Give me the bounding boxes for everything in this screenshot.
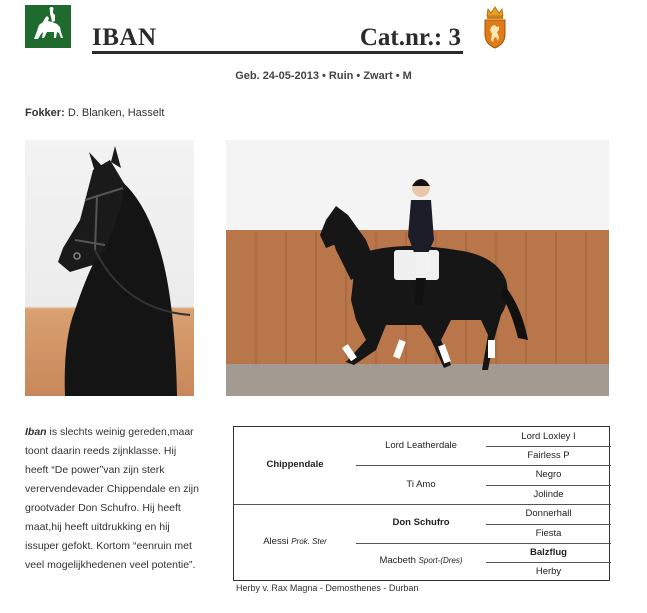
description-line: Iban is slechts weinig gereden,maar: [25, 426, 194, 438]
pedigree-sire: Chippendale: [266, 459, 324, 470]
lion-crest-icon: [482, 4, 508, 50]
description-line: toont daarin reeds zijnklasse. Hij: [25, 445, 177, 457]
pedigree-dd-sire: Balzflug: [530, 547, 567, 558]
description-line: maat,hij heeft uitdrukking en hij: [25, 521, 170, 533]
pedigree-sire-dam: Ti Amo: [406, 479, 436, 490]
pedigree-dd-dam: Herby: [535, 566, 562, 577]
horse-name: IBAN: [92, 24, 157, 51]
horse-riding-photo: [226, 140, 609, 396]
horse-description: [25, 423, 215, 575]
birth-info: Geb. 24-05-2013 • Ruin • Zwart • M: [235, 70, 412, 82]
pedigree-ds-dam: Fiesta: [535, 528, 562, 539]
description-line: veel mogelijkhedenen veel potentie”.: [25, 559, 196, 571]
pedigree-sire-sire: Lord Leatherdale: [385, 440, 457, 451]
pedigree-dam-sire: Don Schufro: [392, 517, 450, 528]
pedigree-dam-dam: Macbeth Sport-(Dres): [379, 555, 463, 566]
pedigree-ss-dam: Fairless P: [527, 450, 570, 461]
description-line: heeft “De power”van zijn sterk: [25, 464, 165, 476]
pedigree-footer: Herby v. Rax Magna - Demosthenes - Durban: [236, 583, 419, 593]
horse-portrait-photo: [25, 140, 194, 396]
pedigree-dam: Alessi Prok. Ster: [263, 536, 327, 547]
description-horse-name: Iban: [25, 426, 47, 438]
description-line: verervendevader Chippendale en zijn: [25, 483, 199, 495]
pedigree-ss-sire: Lord Loxley I: [521, 431, 576, 442]
pedigree-dam-dam-predicate: Sport-(Dres): [418, 556, 463, 565]
title-bar: [92, 24, 463, 54]
description-line: issuper gefokt. Kortom “eenruin met: [25, 540, 192, 552]
sire-link: Chippendale: [106, 483, 166, 495]
pedigree-ds-sire: Donnerhall: [525, 508, 572, 519]
pedigree-sd-dam: Jolinde: [533, 489, 564, 500]
description-line: grootvader Don Schufro. Hij heeft: [25, 502, 181, 514]
breeder-value: D. Blanken, Hasselt: [67, 107, 165, 119]
breeder-line: [25, 107, 164, 119]
pedigree-sd-sire: Negro: [535, 469, 562, 480]
breeder-label: Fokker:: [25, 107, 65, 119]
pedigree-dam-predicate: Prok. Ster: [291, 537, 327, 546]
pedigree-table: [233, 426, 610, 581]
catalog-number: Cat.nr.: 3: [359, 24, 461, 51]
dressage-horse-logo-icon: [25, 5, 71, 48]
